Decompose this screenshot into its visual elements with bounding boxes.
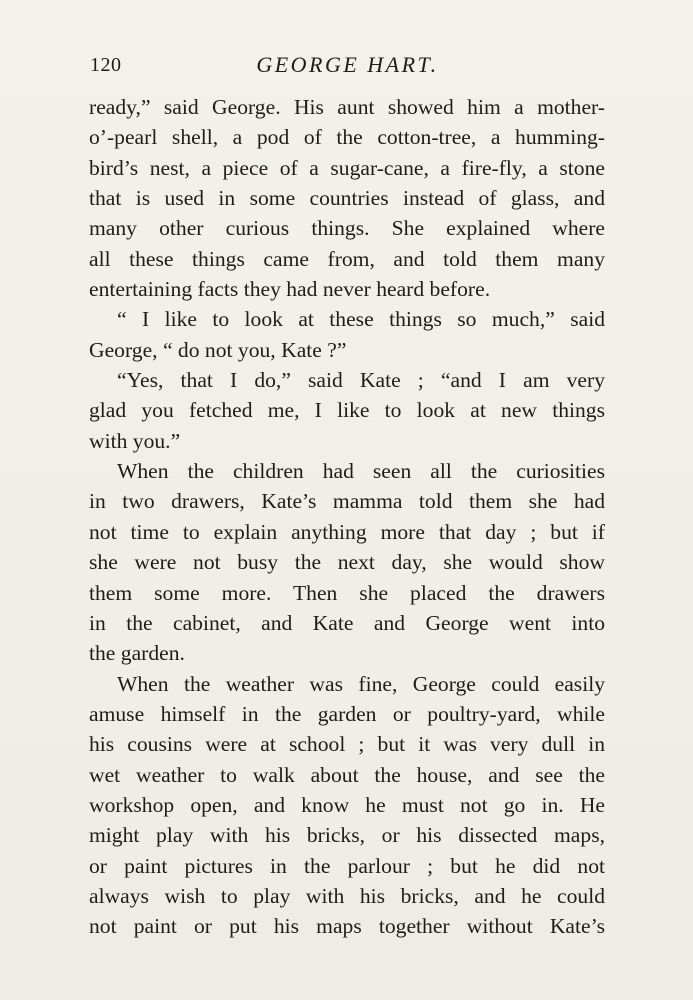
text-line: not paint or put his maps together without Kate’s <box>89 914 605 939</box>
text-line: in the cabinet, and Kate and George went into <box>89 610 605 635</box>
text-line: ready,” said George. His aunt showed him a mother- <box>89 95 605 119</box>
running-title: GEORGE HART. <box>256 52 439 77</box>
text-line: “Yes, that I do,” said Kate ; “and I am very <box>117 368 605 393</box>
text-line: with you.” <box>89 428 181 453</box>
text-line: George, “ do not you, Kate ?” <box>89 337 347 362</box>
text-line: always wish to play with his bricks, and he could <box>89 883 605 908</box>
text-line: all these things came from, and told them many <box>89 246 605 271</box>
page-number: 120 <box>90 54 122 76</box>
running-head <box>90 52 605 82</box>
text-line: that is used in some countries instead of glass, and <box>89 186 605 211</box>
text-line: or paint pictures in the parlour ; but he did not <box>89 853 605 878</box>
text-line: the garden. <box>89 641 185 666</box>
text-line: amuse himself in the garden or poultry-yard, while <box>89 701 605 726</box>
text-line: his cousins were at school ; but it was very dull in <box>89 732 605 757</box>
body-text <box>89 92 605 942</box>
text-line: she were not busy the next day, she would show <box>89 550 605 575</box>
text-line: in two drawers, Kate’s mamma told them she had <box>89 489 605 514</box>
text-line: bird’s nest, a piece of a sugar-cane, a fire-fly, a stone <box>89 155 605 180</box>
text-line: might play with his bricks, or his dissected maps, <box>89 823 605 848</box>
text-line: many other curious things. She explained where <box>89 216 605 241</box>
text-line: not time to explain anything more that day ; but if <box>89 519 605 544</box>
text-line: them some more. Then she placed the drawers <box>89 580 605 605</box>
text-line: When the weather was fine, George could easily <box>117 671 605 696</box>
text-line: “ I like to look at these things so much,” said <box>117 307 605 332</box>
text-line: entertaining facts they had never heard before. <box>89 277 491 302</box>
text-line: When the children had seen all the curiosities <box>117 459 605 484</box>
text-line: wet weather to walk about the house, and see the <box>89 762 605 787</box>
text-line: workshop open, and know he must not go in. He <box>89 792 605 817</box>
text-line: o’-pearl shell, a pod of the cotton-tree, a humming- <box>89 125 605 150</box>
text-line: glad you fetched me, I like to look at new things <box>89 398 605 423</box>
